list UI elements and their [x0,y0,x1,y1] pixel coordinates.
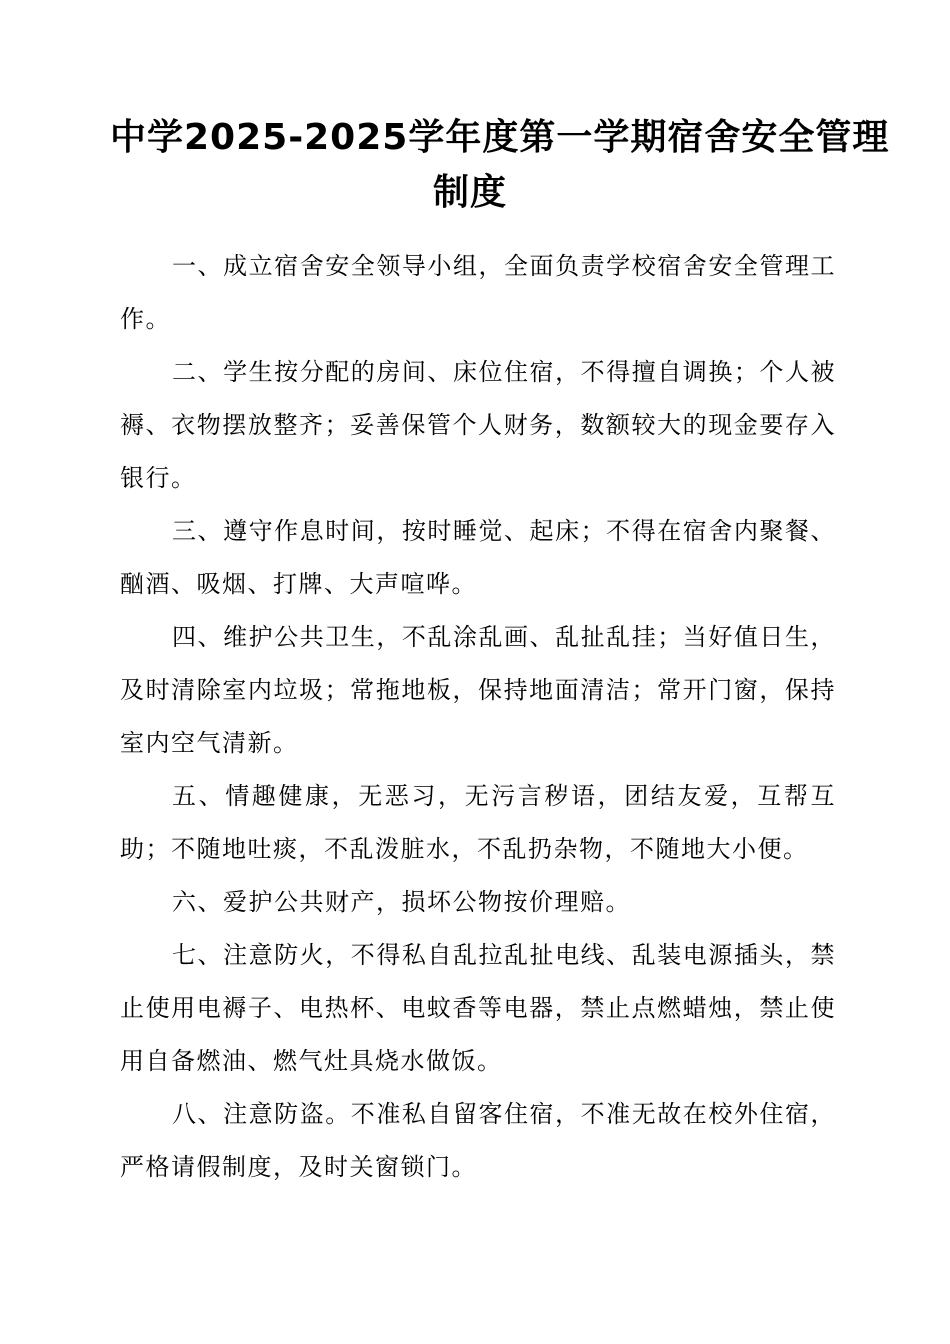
rule-paragraph-7: 七、注意防火，不得私自乱拉乱扯电线、乱装电源插头，禁止使用电褥子、电热杯、电蚊香等电器，禁止点燃蜡烛，禁止使用自备燃油、燃气灶具烧水做饭。 [120,941,836,1075]
rule-paragraph-3: 三、遵守作息时间，按时睡觉、起床；不得在宿舍内聚餐、酗酒、吸烟、打牌、大声喧哗。 [120,517,836,598]
document-title-line-1: 中学2025-2025学年度第一学期宿舍安全管理 [110,117,890,159]
rule-paragraph-1: 一、成立宿舍安全领导小组，全面负责学校宿舍安全管理工作。 [120,252,836,333]
document-title [110,110,890,220]
rule-paragraph-2: 二、学生按分配的房间、床位住宿，不得擅自调换；个人被褥、衣物摆放整齐；妥善保管个人财务，数额较大的现金要存入银行。 [120,358,836,492]
document-title-line-2: 制度 [432,172,507,214]
rule-paragraph-8: 八、注意防盗。不准私自留客住宿，不准无故在校外住宿，严格请假制度，及时关窗锁门。 [120,1100,836,1181]
rule-paragraph-4: 四、维护公共卫生，不乱涂乱画、乱扯乱挂；当好值日生，及时清除室内垃圾；常拖地板，保持地面清洁；常开门窗，保持室内空气清新。 [120,623,836,757]
document-body [120,240,836,1194]
rule-paragraph-6: 六、爱护公共财产，损坏公物按价理赔。 [172,888,631,916]
rule-paragraph-5: 五、情趣健康，无恶习，无污言秽语，团结友爱，互帮互助；不随地吐痰，不乱泼脏水，不乱扔杂物，不随地大小便。 [120,782,836,863]
